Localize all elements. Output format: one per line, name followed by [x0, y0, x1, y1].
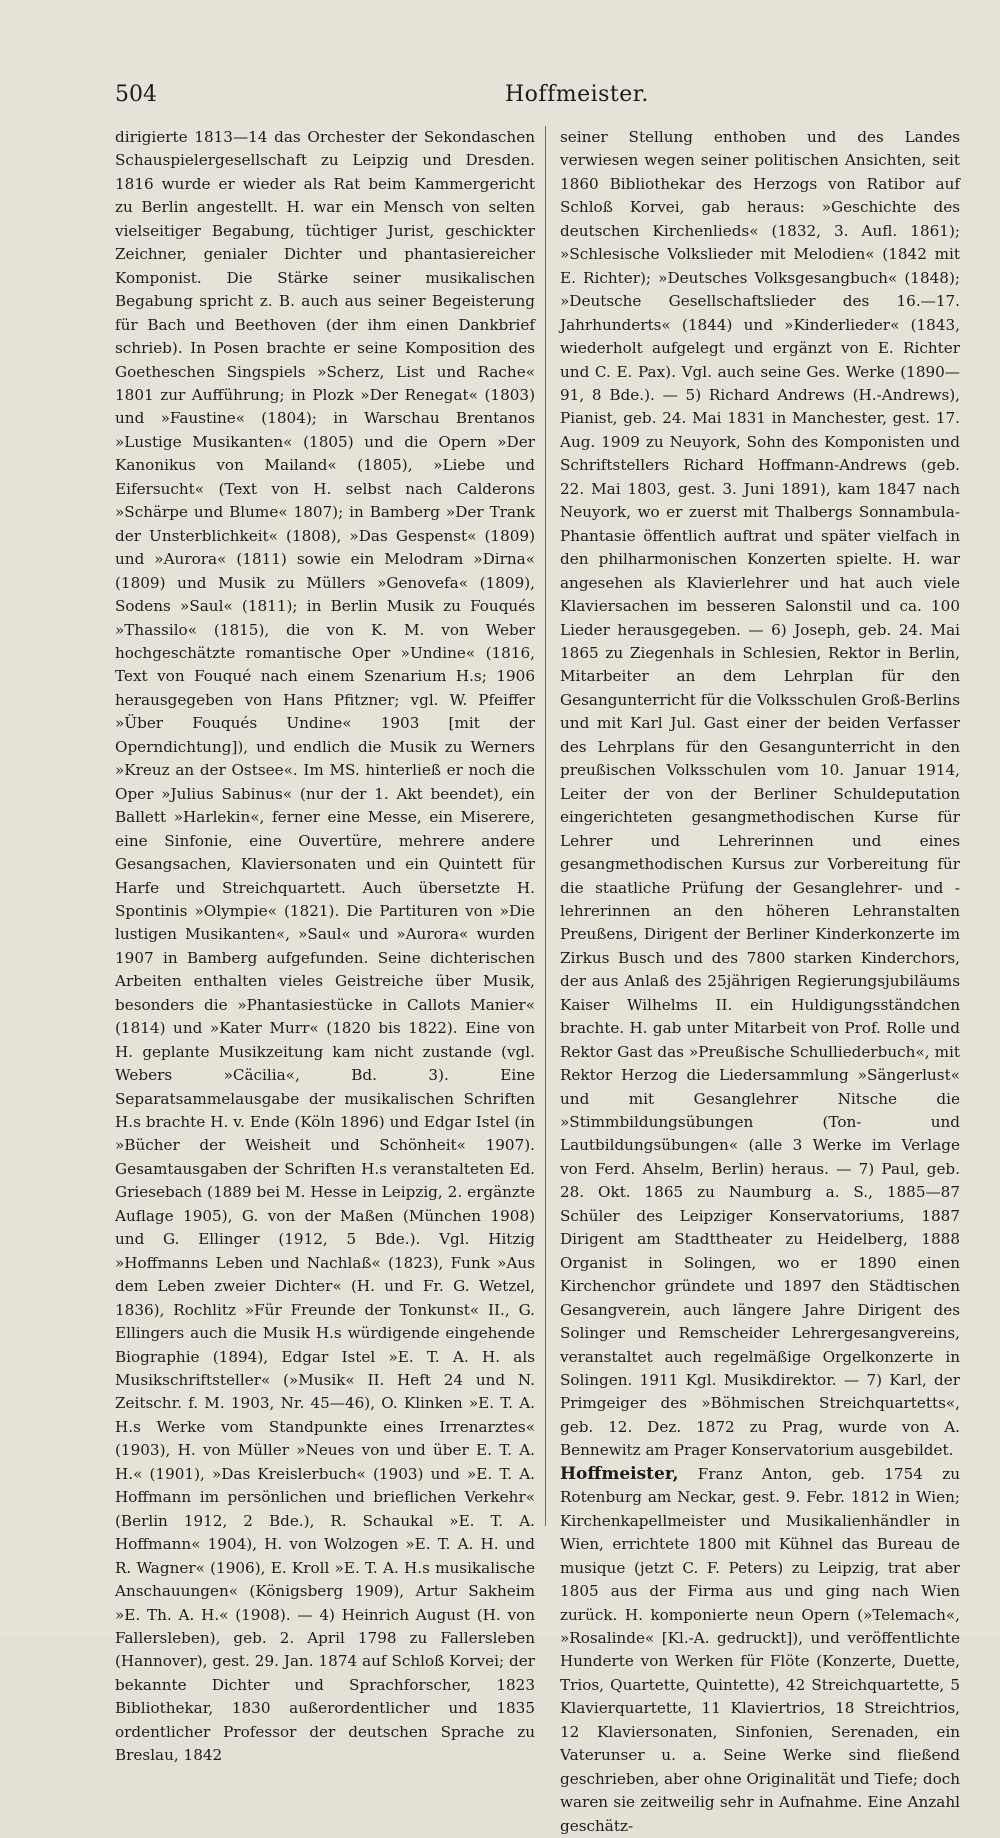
entry-hoffmeister [560, 1463, 960, 1838]
entry-headword: Hoffmeister, [560, 1463, 679, 1484]
right-column-text: seiner Stellung enthoben und des Landes verwiesen wegen seiner politischen Ansichten, seit 1860 Bibliothekar des Herzogs von Ratibor auf Schloß Korvei, gab heraus: »Geschichte des deutschen Kirchenlieds« (1832, 3. Aufl. 1861); »Schlesische Volkslieder mit Melodien« (1842 mit E. Richter); »Deutsches Volksgesangbuch« (1848); »Deutsche Gesellschaftslieder des 16.—17. Jahrhunderts« (1844) und »Kinderlieder« (1843, wiederholt aufgelegt und ergänzt von E. Richter und C. E. Pax). Vgl. auch seine Ges. Werke (1890—91, 8 Bde.). — 5) Richard Andrews (H.-Andrews), Pianist, geb. 24. Mai 1831 in Manchester, gest. 17. Aug. 1909 zu Neuyork, Sohn des Komponisten und Schriftstellers Richard Hoffmann-Andrews (geb. 22. Mai 1803, gest. 3. Juni 1891), kam 1847 nach Neuyork, wo er zuerst mit Thalbergs Sonnambula-Phantasie öffentlich auftrat und später vielfach in den philharmonischen Konzerten spielte. H. war angesehen als Klavierlehrer und hat auch viele Klaviersachen im besseren Salonstil und ca. 100 Lieder herausgegeben. — 6) Joseph, geb. 24. Mai 1865 zu Ziegenhals in Schlesien, Rektor in Berlin, Mitarbeiter an dem Lehrplan für den Gesangunterricht für die Volksschulen Groß-Berlins und mit Karl Jul. Gast einer der beiden Verfasser des Lehrplans für den Gesangunterricht in den preußischen Volksschulen vom 10. Januar 1914, Leiter der von der Berliner Schuldeputation eingerichteten gesangmethodischen Kurse für Lehrer und Lehrerinnen und eines gesangmethodischen Kursus zur Vorbereitung für die staatliche Prüfung der Gesanglehrer- und -lehrerinnen an den höheren Lehranstalten Preußens, Dirigent der Berliner Kinderkonzerte im Zirkus Busch und des 7800 starken Kinderchors, der aus Anlaß des 25jährigen Regierungsjubiläums Kaiser Wilhelms II. ein Huldigungsständchen brachte. H. gab unter Mitarbeit von Prof. Rolle und Rektor Gast das »Preußische Schulliederbuch«, mit Rektor Herzog die Liedersammlung »Sängerlust« und mit Gesanglehrer Nitsche die »Stimmbildungsübungen (Ton- und Lautbildungsübungen« (alle 3 Werke im Verlage von Ferd. Ahselm, Berlin) heraus. — 7) Paul, geb. 28. Okt. 1865 zu Naumburg a. S., 1885—87 Schüler des Leipziger Konservatoriums, 1887 Dirigent am Stadttheater zu Heidelberg, 1888 Organist in Solingen, wo er 1890 einen Kirchenchor gründete und 1897 den Städtischen Gesangverein, auch längere Jahre Dirigent des Solinger und Remscheider Lehrergesangvereins, veranstaltet auch regelmäßige Orgelkonzerte in Solingen. 1911 Kgl. Musikdirektor. — 7) Karl, der Primgeiger des »Böhmischen Streichquartetts«, geb. 12. Dez. 1872 zu Prag, wurde von A. Bennewitz am Prager Konservatorium ausgebildet. [560, 128, 961, 1460]
left-column [115, 126, 535, 1765]
page-number: 504 [115, 82, 157, 107]
entry-text: Franz Anton, geb. 1754 zu Rotenburg am Neckar, gest. 9. Febr. 1812 in Wien; Kirchenkapellmeister und Musikalienhändler in Wien, errichtete 1800 mit Kühnel das Bureau de musique (jetzt C. F. Peters) zu Leipzig, trat aber 1805 aus der Firma aus und ging nach Wien zurück. H. komponierte neun Opern (»Telemach«, »Rosalinde« [Kl.-A. gedruckt]), und veröffentlichte Hunderte von Werken für Flöte (Konzerte, Duette, Trios, Quartette, Quintette), 42 Streichquartette, 5 Klavierquartette, 11 Klaviertrios, 18 Streichtrios, 12 Klaviersonaten, Sinfonien, Serenaden, ein Vaterunser u. a. Seine Werke sind fließend geschrieben, aber ohne Originalität und Tiefe; doch waren sie zeitweilig sehr in Aufnahme. Eine Anzahl geschätz- [560, 1464, 960, 1835]
running-head: Hoffmeister. [505, 82, 649, 107]
left-column-text: dirigierte 1813—14 das Orchester der Sekondaschen Schauspielergesellschaft zu Leipzig und Dresden. 1816 wurde er wieder als Rat beim Kammergericht zu Berlin angestellt. H. war ein Mensch von selten vielseitiger Begabung, tüchtiger Jurist, geschickter Zeichner, genialer Dichter und phantasiereicher Komponist. Die Stärke seiner musikalischen Begabung spricht z. B. auch aus seiner Begeisterung für Bach und Beethoven (der ihm einen Dankbrief schrieb). In Posen brachte er seine Komposition des Goetheschen Singspiels »Scherz, List und Rache« 1801 zur Aufführung; in Plozk »Der Renegat« (1803) und »Faustine« (1804); in Warschau Brentanos »Lustige Musikanten« (1805) und die Opern »Der Kanonikus von Mailand« (1805), »Liebe und Eifersucht« (Text von H. selbst nach Calderons »Schärpe und Blume« 1807); in Bamberg »Der Trank der Unsterblichkeit« (1808), »Das Gespenst« (1809) und »Aurora« (1811) sowie ein Melodram »Dirna« (1809) und Musik zu Müllers »Genovefa« (1809), Sodens »Saul« (1811); in Berlin Musik zu Fouqués »Thassilo« (1815), die von K. M. von Weber hochgeschätzte romantische Oper »Undine« (1816, Text von Fouqué nach einem Szenarium H.s; 1906 herausgegeben von Hans Pfitzner; vgl. W. Pfeiffer »Über Fouqués Undine« 1903 [mit der Operndichtung]), und endlich die Musik zu Werners »Kreuz an der Ostsee«. Im MS. hinterließ er noch die Oper »Julius Sabinus« (nur der 1. Akt beendet), ein Ballett »Harlekin«, ferner eine Messe, ein Miserere, eine Sinfonie, eine Ouvertüre, mehrere andere Gesangsachen, Klaviersonaten und ein Quintett für Harfe und Streichquartett. Auch übersetzte H. Spontinis »Olympie« (1821). Die Partituren von »Die lustigen Musikanten«, »Saul« und »Aurora« wurden 1907 in Bamberg aufgefunden. Seine dichterischen Arbeiten enthalten vieles Geistreiche über Musik, besonders die »Phantasiestücke in Callots Manier« (1814) und »Kater Murr« (1820 bis 1822). Eine von H. geplante Musikzeitung kam nicht zustande (vgl. Webers »Cäcilia«, Bd. 3). Eine Separatsammelausgabe der musikalischen Schriften H.s brachte H. v. Ende (Köln 1896) und Edgar Istel (in »Bücher der Weisheit und Schönheit« 1907). Gesamtausgaben der Schriften H.s veranstalteten Ed. Griesebach (1889 bei M. Hesse in Leipzig, 2. ergänzte Auflage 1905), G. von der Maßen (München 1908) und G. Ellinger (1912, 5 Bde.). Vgl. Hitzig »Hoffmanns Leben und Nachlaß« (1823), Funk »Aus dem Leben zweier Dichter« (H. und Fr. G. Wetzel, 1836), Rochlitz »Für Freunde der Tonkunst« II., G. Ellingers auch die Musik H.s würdigende eingehende Biographie (1894), Edgar Istel »E. T. A. H. als Musikschriftsteller« (»Musik« II. Heft 24 und N. Zeitschr. f. M. 1903, Nr. 45—46), O. Klinken »E. T. A. H.s Werke vom Standpunkte eines Irrenarztes« (1903), H. von Müller »Neues von und über E. T. A. H.« (1901), »Das Kreislerbuch« (1903) und »E. T. A. Hoffmann im persönlichen und brieflichen Verkehr« (Berlin 1912, 2 Bde.), R. Schaukal »E. T. A. Hoffmann« 1904), H. von Wolzogen »E. T. A. H. und R. Wagner« (1906), E. Kroll »E. T. A. H.s musikalische Anschauungen« (Königsberg 1909), Artur Sakheim »E. Th. A. H.« (1908). — 4) Heinrich August (H. von Fallersleben), geb. 2. April 1798 zu Fallersleben (Hannover), gest. 29. Jan. 1874 auf Schloß Korvei; der bekannte Dichter und Sprachforscher, 1823 Bibliothekar, 1830 außerordentlicher und 1835 ordentlicher Professor der deutschen Sprache zu Breslau, 1842 [115, 128, 535, 1765]
right-column [560, 126, 961, 1835]
page-header [115, 82, 955, 112]
column-divider [545, 126, 546, 1526]
